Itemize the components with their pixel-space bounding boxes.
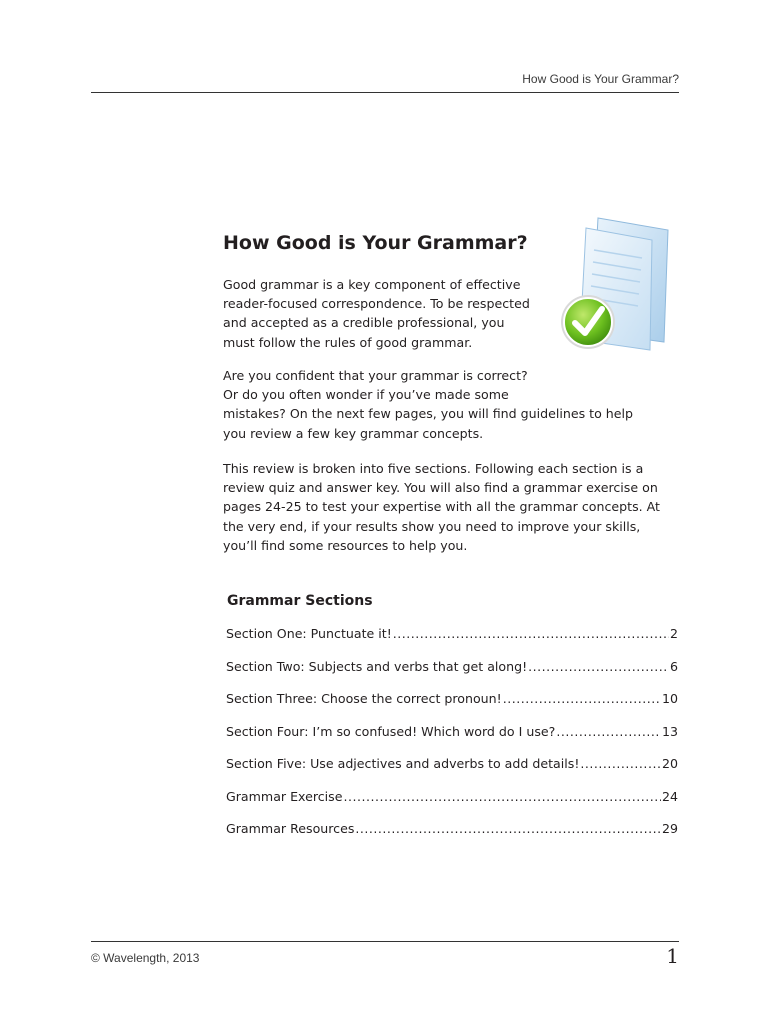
footer-rule bbox=[91, 941, 679, 942]
toc-entry-label: Section Four: I’m so confused! Which word do I use? bbox=[226, 723, 556, 739]
text-line: you review a few key grammar concepts. bbox=[223, 425, 484, 441]
toc-entry-page: 2 bbox=[669, 626, 678, 641]
toc-leader bbox=[344, 789, 661, 804]
toc-entry-label: Section Two: Subjects and verbs that get along! bbox=[226, 658, 528, 674]
text-line: pages 24-25 to test your expertise with all the grammar concepts. At bbox=[223, 499, 660, 515]
text-line: the very end, if your results show you need to improve your skills, bbox=[223, 518, 641, 534]
text-line: and accepted as a credible professional, you bbox=[223, 315, 505, 331]
text-line: This review is broken into five sections. Following each section is a bbox=[223, 461, 644, 476]
checkmark-badge bbox=[561, 295, 615, 349]
toc-leader bbox=[393, 626, 669, 641]
toc-leader bbox=[580, 756, 661, 771]
toc-entry-page: 6 bbox=[669, 658, 678, 674]
toc-entry[interactable] bbox=[226, 756, 678, 789]
sections-heading: Grammar Sections bbox=[227, 593, 373, 609]
toc-entry[interactable] bbox=[226, 659, 678, 692]
toc-entry[interactable] bbox=[226, 691, 678, 724]
toc-entry-page: 29 bbox=[661, 821, 678, 836]
toc-entry-label: Section Five: Use adjectives and adverbs to add details! bbox=[226, 756, 580, 771]
intro-paragraph-1 bbox=[223, 275, 533, 352]
intro-paragraph-3 bbox=[223, 459, 663, 555]
toc-entry-page: 20 bbox=[661, 756, 678, 771]
text-line: mistakes? On the next few pages, you will find guidelines to help bbox=[223, 406, 634, 422]
page-number: 1 bbox=[666, 944, 679, 968]
text-line: Or do you often wonder if you’ve made some bbox=[223, 387, 509, 403]
toc-entry[interactable] bbox=[226, 626, 678, 659]
toc-leader bbox=[355, 821, 661, 836]
toc-entry-page: 13 bbox=[661, 723, 678, 739]
text-line: reader-focused correspondence. To be respected bbox=[223, 296, 530, 312]
toc-entry-label: Section Three: Choose the correct pronoun! bbox=[226, 691, 502, 706]
running-header: How Good is Your Grammar? bbox=[522, 72, 679, 86]
text-line: review quiz and answer key. You will also find a grammar exercise on bbox=[223, 480, 658, 496]
text-line: must follow the rules of good grammar. bbox=[223, 334, 473, 350]
text-line: you’ll find some resources to help you. bbox=[223, 537, 468, 553]
page-title: How Good is Your Grammar? bbox=[223, 232, 528, 254]
toc-entry-page: 24 bbox=[661, 788, 678, 804]
toc-entry-label: Grammar Exercise bbox=[226, 788, 343, 804]
toc-entry[interactable] bbox=[226, 789, 678, 822]
toc-entry[interactable] bbox=[226, 821, 678, 854]
text-line: Good grammar is a key component of effective bbox=[223, 277, 521, 292]
intro-paragraph-2 bbox=[223, 366, 653, 443]
toc-leader bbox=[556, 724, 661, 739]
documents-with-checkmark-icon bbox=[556, 210, 688, 358]
table-of-contents bbox=[226, 626, 678, 854]
toc-entry-label: Grammar Resources bbox=[226, 821, 355, 836]
header-rule bbox=[91, 92, 679, 93]
toc-entry-label: Section One: Punctuate it! bbox=[226, 626, 392, 641]
toc-entry-page: 10 bbox=[661, 691, 678, 706]
toc-leader bbox=[503, 691, 661, 706]
toc-entry[interactable] bbox=[226, 724, 678, 757]
toc-leader bbox=[528, 659, 669, 674]
copyright-notice: © Wavelength, 2013 bbox=[91, 951, 200, 965]
text-line: Are you confident that your grammar is correct? bbox=[223, 368, 528, 383]
